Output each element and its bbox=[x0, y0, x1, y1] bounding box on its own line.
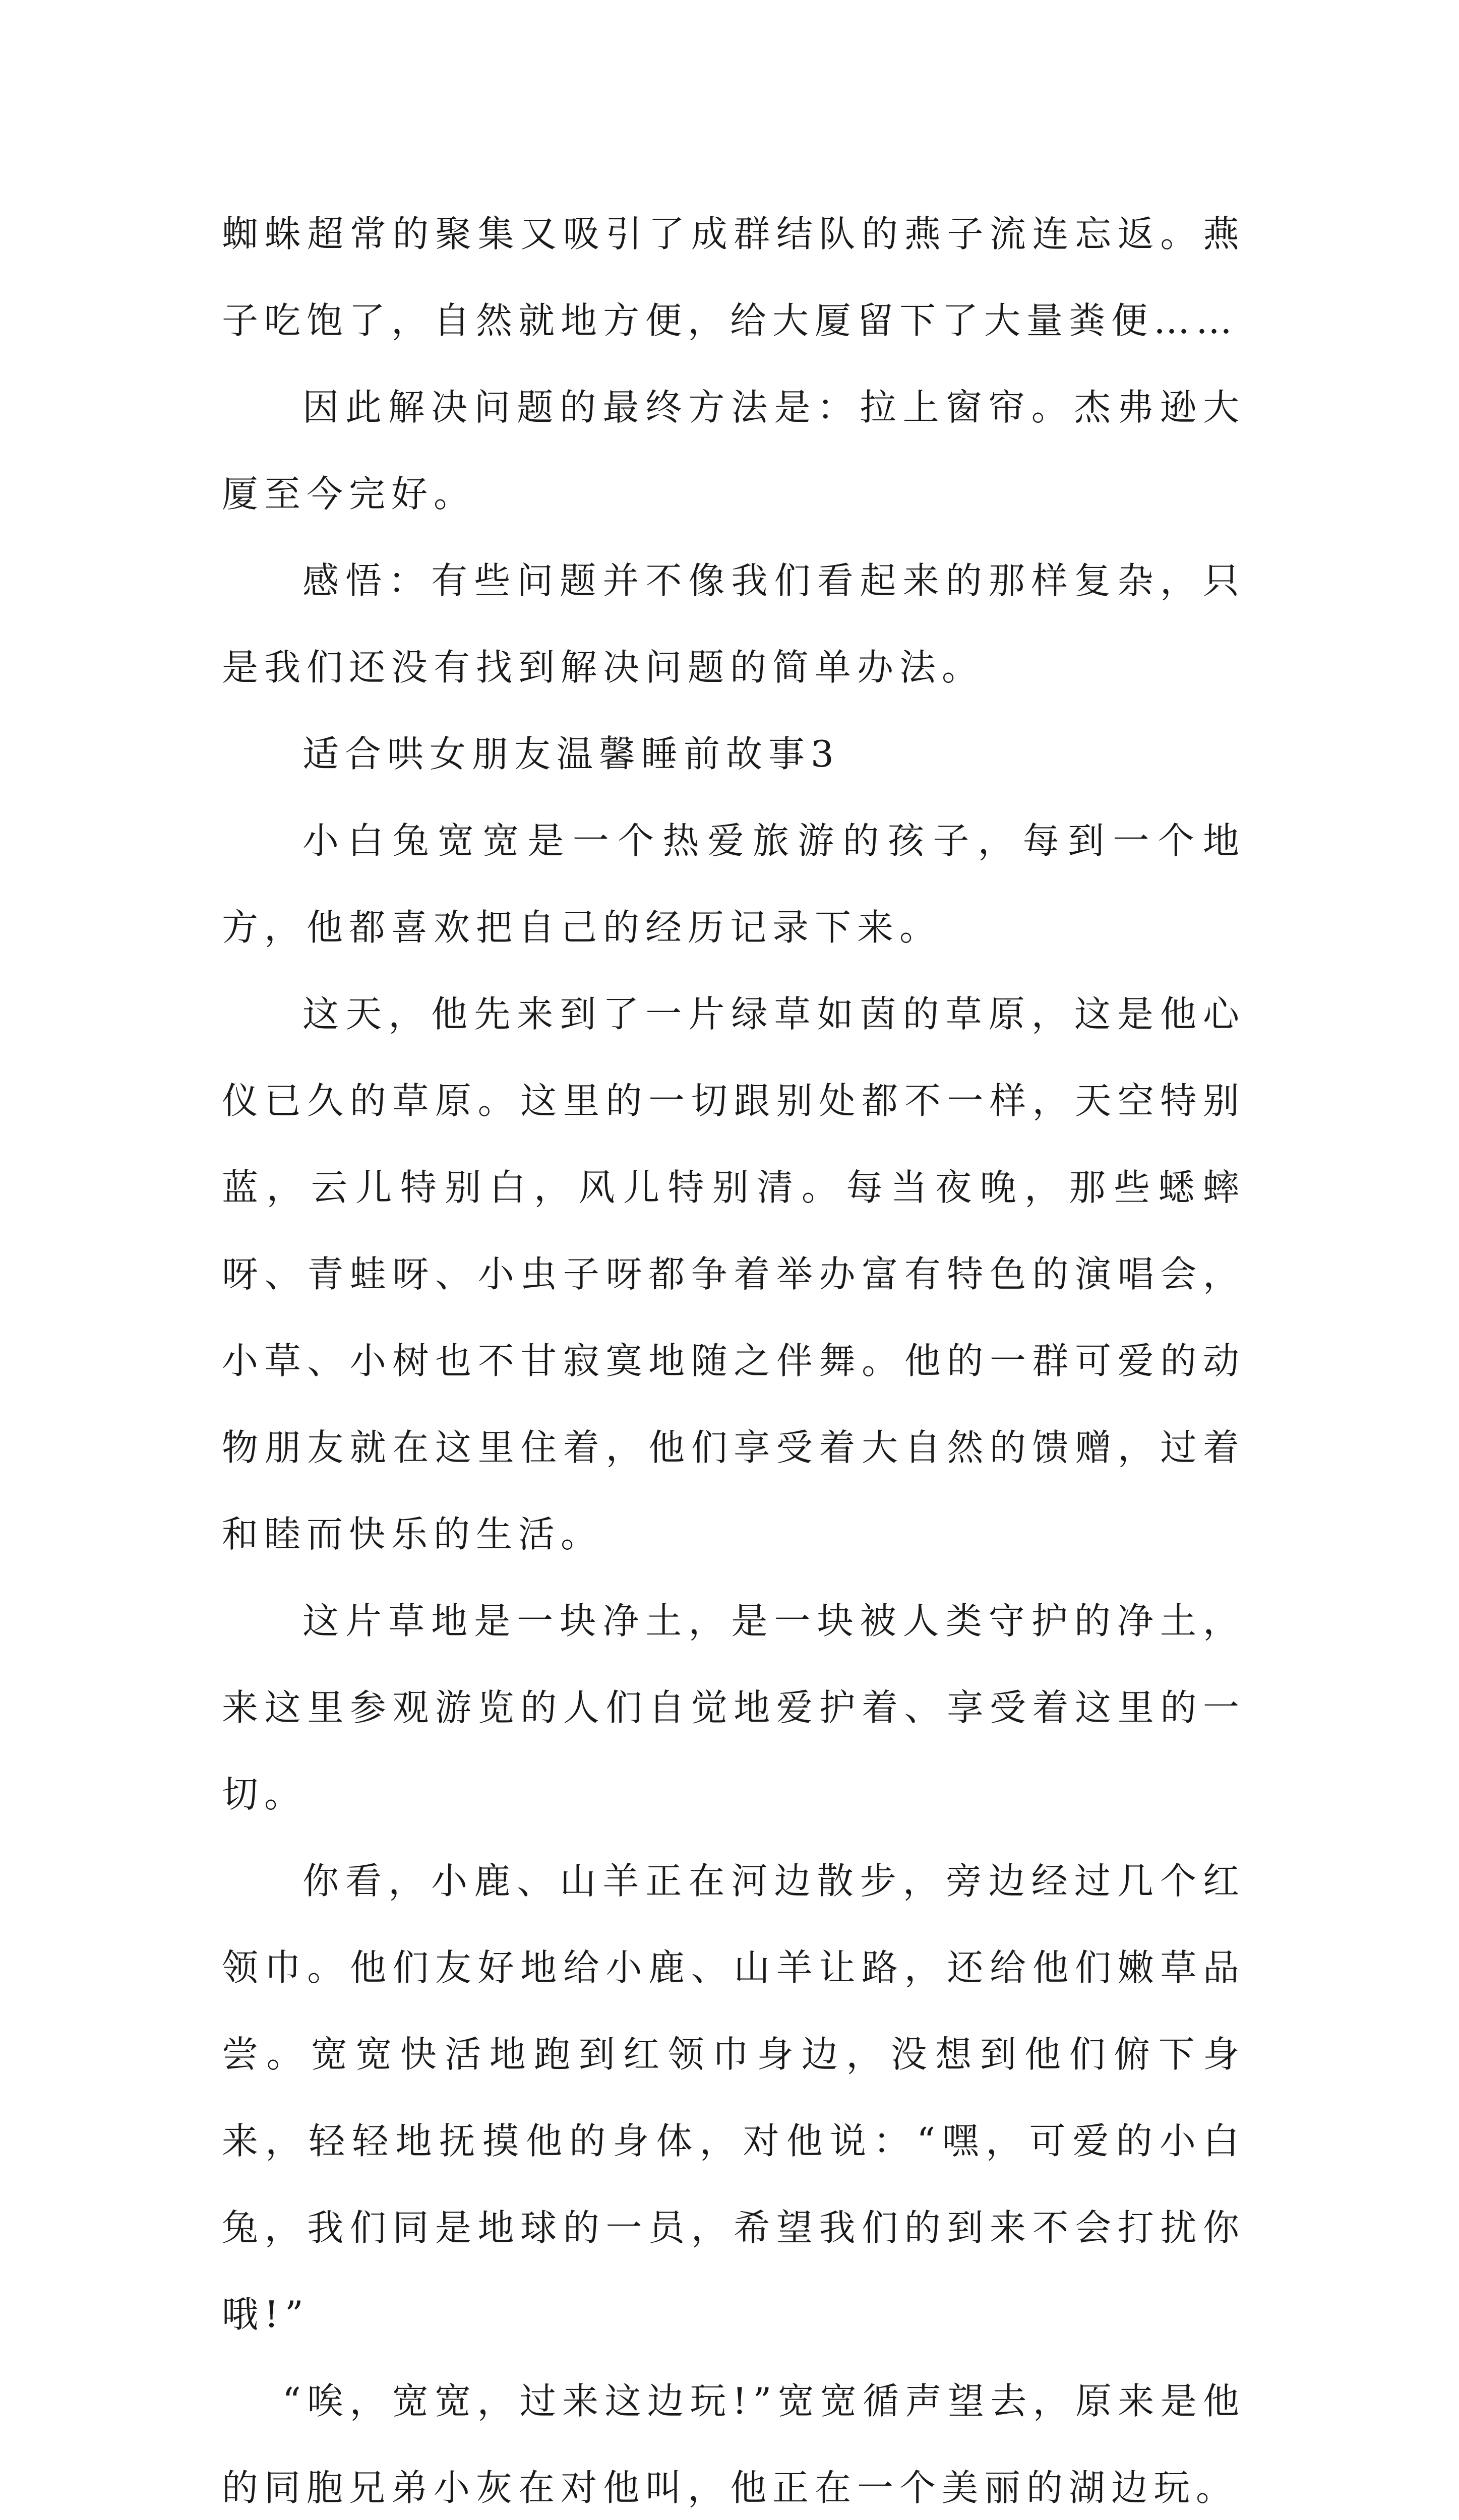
paragraph: 这天，他先来到了一片绿草如茵的草原，这是他心仪已久的草原。这里的一切跟别处都不一样，天空特别蓝，云儿特别白，风儿特别清。每当夜晚，那些蟋蟀呀、青蛙呀、小虫子呀都争着举办富有特色的演唱会，小草、小树也不甘寂寞地随之伴舞。他的一群可爱的动物朋友就在这里住着，他们享受着大自然的馈赠，过着和睦而快乐的生活。 bbox=[222, 993, 1245, 1555]
paragraph: 小白兔宽宽是一个热爱旅游的孩子，每到一个地方，他都喜欢把自己的经历记录下来。 bbox=[222, 820, 1245, 949]
paragraph: 这片草地是一块净土，是一块被人类守护的净土，来这里参观游览的人们自觉地爱护着、享受着这里的一切。 bbox=[222, 1600, 1245, 1815]
paragraph: 蜘蛛超常的聚集又吸引了成群结队的燕子流连忘返。燕子吃饱了，自然就地方便，给大厦留下了大量粪便…… bbox=[222, 213, 1245, 342]
paragraph: 你看，小鹿、山羊正在河边散步，旁边经过几个红领巾。他们友好地给小鹿、山羊让路，还给他们嫩草品尝。宽宽快活地跑到红领巾身边，没想到他们俯下身来，轻轻地抚摸他的身体，对他说：“嘿，可爱的小白兔，我们同是地球的一员，希望我们的到来不会打扰你哦!” bbox=[222, 1860, 1245, 2336]
document-body bbox=[222, 191, 1245, 2520]
paragraph: “唉，宽宽，过来这边玩!”宽宽循声望去，原来是他的同胞兄弟小灰在对他叫，他正在一个美丽的湖边玩。 bbox=[222, 2380, 1245, 2509]
paragraph: 因此解决问题的最终方法是：拉上窗帘。杰弗逊大厦至今完好。 bbox=[222, 386, 1245, 515]
paragraph: 感悟：有些问题并不像我们看起来的那样复杂，只是我们还没有找到解决问题的简单办法。 bbox=[222, 559, 1245, 688]
section-heading: 适合哄女朋友温馨睡前故事3 bbox=[302, 733, 840, 775]
